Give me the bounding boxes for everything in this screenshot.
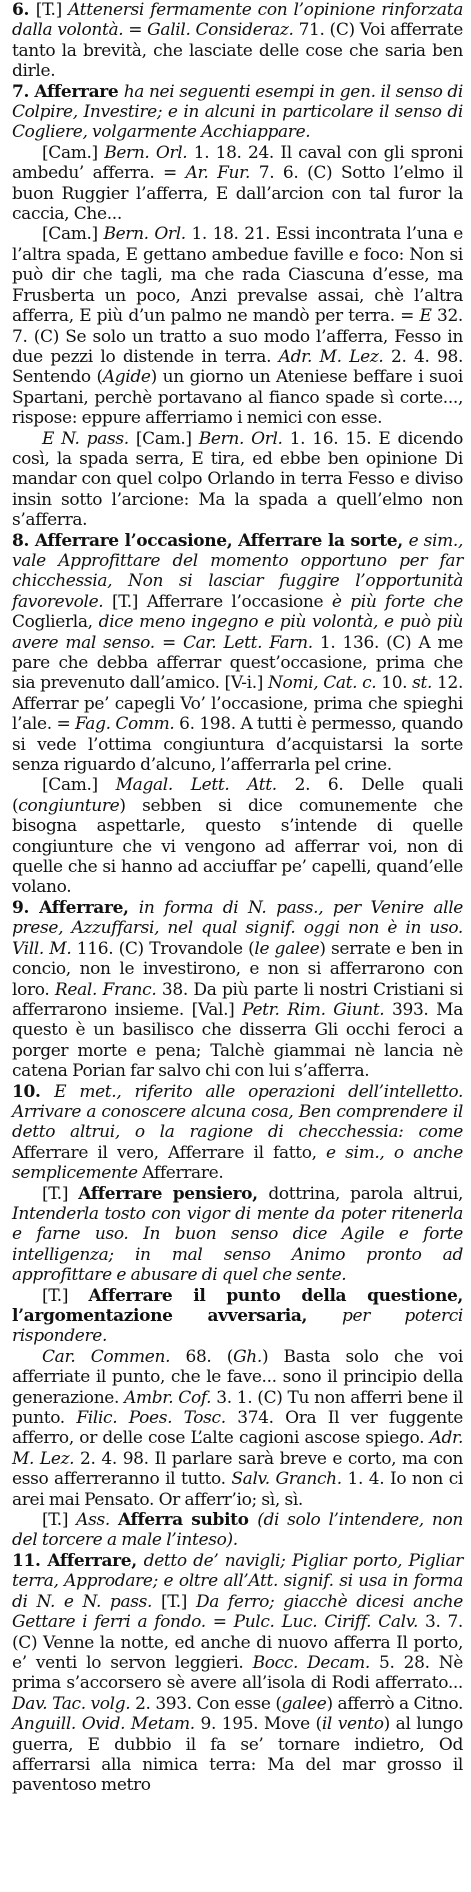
body-text: 7. 6. (C) Sotto l’elmo il buon Ruggier l’afferra, E dall’arcion con tal furor la caccia, Che...: [12, 163, 464, 225]
italic-text: Ambr. Cof.: [124, 1387, 217, 1408]
italic-text: Intenderla tosto con vigor di mente da poter ritenerla e farne uso. In buon senso dice Agile e forte intelligenza; in mal senso Animo pronto ad approfittare e abusare di quel che sente.: [12, 1203, 463, 1286]
body-text: ) afferrò a Citno.: [326, 1693, 464, 1714]
body-text: dottrina, parola altrui,: [268, 1183, 463, 1204]
body-text: 2. 4. 98. Sentendo (: [12, 346, 464, 388]
body-text: [T.]: [42, 1285, 89, 1306]
italic-text: Real. Franc.: [54, 979, 162, 1000]
headword-text: Afferrare pensiero,: [78, 1183, 269, 1204]
italic-text: Gh.: [233, 1346, 262, 1367]
italic-text: galee: [281, 1693, 327, 1714]
body-text: [T.]: [42, 1183, 79, 1204]
italic-text: è più forte che: [331, 591, 463, 612]
body-text: 71. (C) Voi afferrate tanto la brevità, che lasciate delle cose che saria ben dirle.: [12, 20, 463, 82]
body-text: ) serrate e ben in concio, non le investirono, e non si afferrarono con loro.: [12, 938, 463, 1000]
italic-text: Bocc. Decam.: [252, 1652, 380, 1673]
italic-text: Ass.: [76, 1510, 118, 1531]
italic-text: Fag. Comm.: [75, 714, 180, 735]
italic-text: e sim., vale Approfittare del momento opportuno per far chicchessia, Non si lasciar fuggire l’opportunità favorevole.: [12, 530, 464, 612]
headword-text: 6.: [12, 0, 36, 20]
italic-text: Nomi, Cat. c.: [267, 673, 382, 694]
italic-text: le galee: [254, 938, 320, 959]
body-text: 5. 28. Nè prima s’accorsero sè avere all’isola di Rodi afferrato...: [12, 1652, 463, 1694]
body-text: 68. (: [185, 1346, 234, 1367]
body-text: 2. 4. 98. Il parlare sarà breve e corto, ma con esso afferreranno il tutto.: [12, 1448, 463, 1490]
italic-text: Da ferro; giacchè dicesi anche Gettare i ferri a fondo. = Pulc. Luc. Ciriff. Calv.: [12, 1591, 463, 1633]
body-text: ) al lungo guerra, E dubbio il fa se’ tornare indietro, Od afferrarsi alla nimica terra: Ma del mar grosso il paventoso metro: [12, 1714, 463, 1796]
italic-text: Anguill. Ovid. Metam.: [12, 1714, 201, 1735]
body-text: 2. 6. Delle quali (: [12, 775, 463, 816]
italic-text: dice meno ingegno e più volontà, e può più avere mal senso. = Car. Lett. Farn.: [12, 612, 463, 653]
italic-text: Bern. Orl.: [198, 428, 290, 449]
body-text: 38. Da più parte li nostri Cristiani si afferrarono insieme. [Val.]: [12, 979, 463, 1020]
body-text: Afferrare.: [142, 1163, 224, 1184]
body-text: [Cam.]: [42, 142, 105, 163]
italic-text: per poterci rispondere.: [12, 1306, 463, 1347]
body-text: ) sebben si dice comunemente che bisogna aspettarle, questo s’intende di quelle congiunture che vi vengono ad afferrar voi, non di quelle che si hanno ad acciuffar pe’ capelli, quand’elle volano.: [12, 795, 463, 898]
entry-sense-11: [12, 1551, 463, 1796]
italic-text: Ar. Fur.: [185, 163, 259, 184]
headword-text: Afferra subito: [117, 1510, 258, 1531]
italic-text: Adr. M. Lez.: [278, 346, 391, 367]
body-text: 9. 195. Move (: [200, 1714, 322, 1735]
italic-text: il vento: [321, 1714, 384, 1735]
italic-text: Petr. Rim. Giunt.: [242, 999, 393, 1020]
entry-sense-6: [12, 0, 463, 82]
italic-text: Dav. Tac. volg.: [12, 1693, 136, 1714]
italic-text: (di solo l’intendere, non del torcere a male l’inteso).: [12, 1510, 463, 1551]
italic-text: Magal. Lett. Att.: [115, 775, 295, 796]
italic-text: ha nei seguenti esempi in gen. il senso di Colpire, Investire; e in alcuni in particolare il senso di Cogliere, volgarmente Acchiappare.: [12, 81, 463, 143]
body-text: [T.] Afferrare l’occasione: [111, 591, 332, 612]
italic-text: Attenersi fermamente con l’opinione rinforzata dalla volontà. = Galil. Consideraz.: [12, 0, 463, 41]
body-text: 1. 4. Io non ci arei mai Pensato. Or afferr’io; sì, sì.: [12, 1469, 463, 1510]
body-text: 2. 393. Con esse (: [135, 1693, 282, 1714]
subsense-block: [12, 1510, 463, 1551]
body-text: 10.: [381, 673, 413, 694]
italic-text: Car. Commen.: [42, 1346, 186, 1367]
body-text: Coglierla,: [12, 612, 99, 633]
italic-text: detto de’ navigli; Pigliar porto, Pigliar terra, Approdare; e oltre all’Att. signif. si usa in forma di N. e N. pass.: [12, 1550, 464, 1612]
citation-block: [12, 1347, 463, 1510]
body-text: ) un giorno un Ateniese beffare i suoi Spartani, perchè portavano al fianco spade sì corte..., rispose: eppure afferriamo i nemici con esse.: [12, 367, 463, 429]
italic-text: Salv. Granch.: [231, 1469, 348, 1490]
entry-sense-9: [12, 898, 463, 1082]
body-text: [T.]: [35, 0, 69, 20]
italic-text: congiunture: [18, 795, 120, 816]
body-text: [Cam.]: [42, 775, 116, 796]
italic-text: E: [419, 306, 437, 327]
entry-sense-7: [12, 82, 463, 143]
body-text: 374. Ora Il ver fuggente afferro, or delle cose L’alte cagioni ascose spiego.: [12, 1408, 463, 1449]
italic-text: e sim., o anche semplicemente: [12, 1142, 463, 1184]
citation-block: [12, 775, 463, 897]
italic-text: E met., riferito alle operazioni dell’intelletto. Arrivare a conoscere alcuna cosa, Ben comprendere il detto altrui, o la ragione di checchessia: come: [12, 1081, 463, 1143]
italic-text: st.: [412, 673, 438, 694]
italic-text: Adr. M. Lez.: [12, 1428, 463, 1469]
body-text: 116. (C) Trovandole (: [76, 938, 255, 959]
headword-text: 11. Afferrare,: [12, 1550, 144, 1571]
headword-text: 8. Afferrare l’occasione, Afferrare la sorte,: [12, 530, 409, 551]
headword-text: 9. Afferrare,: [12, 897, 139, 918]
body-text: Afferrare il vero, Afferrare il fatto,: [12, 1142, 327, 1163]
italic-text: Bern. Orl.: [104, 142, 194, 163]
entry-sense-10: [12, 1082, 463, 1184]
body-text: 393. Ma questo è un basilisco che disserra Gli occhi feroci a porger morte e pena; Talchè giammai nè lancia nè catena Porian far salvo chi con lui s’afferra.: [12, 999, 463, 1082]
italic-text: Agide: [102, 367, 151, 388]
body-text: 6. 198. A tutti è permesso, quando si vede l’ottima congiuntura d’acquistarsi la sorte senza riguardo d’alcuno, l’afferrarla pel crine.: [12, 714, 464, 776]
body-text: [Cam.]: [135, 428, 199, 449]
italic-text: Bern. Orl.: [103, 224, 192, 245]
body-text: [T.]: [160, 1591, 196, 1612]
body-text: ) Basta solo che voi afferriate il punto, che le fave... sono il principio della generazione.: [12, 1346, 463, 1408]
italic-text: in forma di N. pass., per Venire alle prese, Azzuffarsi, nel qual signif. oggi non è in uso. Vill. M.: [12, 897, 463, 959]
headword-text: 7. Afferrare: [12, 81, 124, 102]
body-text: 1. 18. 24. Il caval con gli sproni ambedu’ afferra. =: [12, 142, 463, 184]
citation-block: [12, 429, 463, 531]
citation-block: [12, 224, 463, 428]
citation-block: [12, 143, 463, 225]
italic-text: E N. pass.: [42, 428, 136, 449]
body-text: 1. 18. 21. Essi incontrata l’una e l’altra spada, E gettano ambedue faville e foco: Non si può dir che tagli, ma che rada Ciascuna d’esse, ma Frusberta un poco, Anzi prevalse assai, chè l’altra afferra, E più d’un palmo ne mandò per terra. =: [12, 224, 463, 327]
body-text: 1. 136. (C) A me pare che debba afferrar quest’occasione, prima che sia prevenuto dall’amico. [V-i.]: [12, 632, 463, 694]
body-text: 3. 1. (C) Tu non afferri bene il punto.: [12, 1387, 464, 1429]
body-text: [T.]: [42, 1510, 77, 1531]
body-text: 1. 16. 15. E dicendo così, la spada serra, E tira, ed ebbe ben opinione Di mandar con quel colpo Orlando in terra Fesso e diviso insin sotto l’arcione: Ma la spada a quell’elmo non s’afferra.: [12, 428, 463, 531]
entry-sense-8: [12, 531, 463, 776]
subsense-block: [12, 1184, 463, 1286]
body-text: 12. Afferrar pe’ capegli Vo’ l’occasione, prima che spieghi l’ale. =: [12, 673, 464, 735]
body-text: 3. 7. (C) Venne la notte, ed anche di nuovo afferra Il porto, e’ venti lo servon leggieri.: [12, 1612, 463, 1673]
body-text: 32. 7. (C) Se solo un tratto a suo modo l’afferra, Fesso in due pezzi lo distende in terra.: [12, 306, 463, 367]
body-text: [Cam.]: [42, 224, 104, 245]
subsense-block: [12, 1286, 463, 1347]
italic-text: Filic. Poes. Tosc.: [76, 1408, 238, 1429]
headword-text: Afferrare il punto della questione, l’argomentazione avversaria,: [12, 1285, 463, 1326]
headword-text: 10.: [12, 1081, 55, 1102]
